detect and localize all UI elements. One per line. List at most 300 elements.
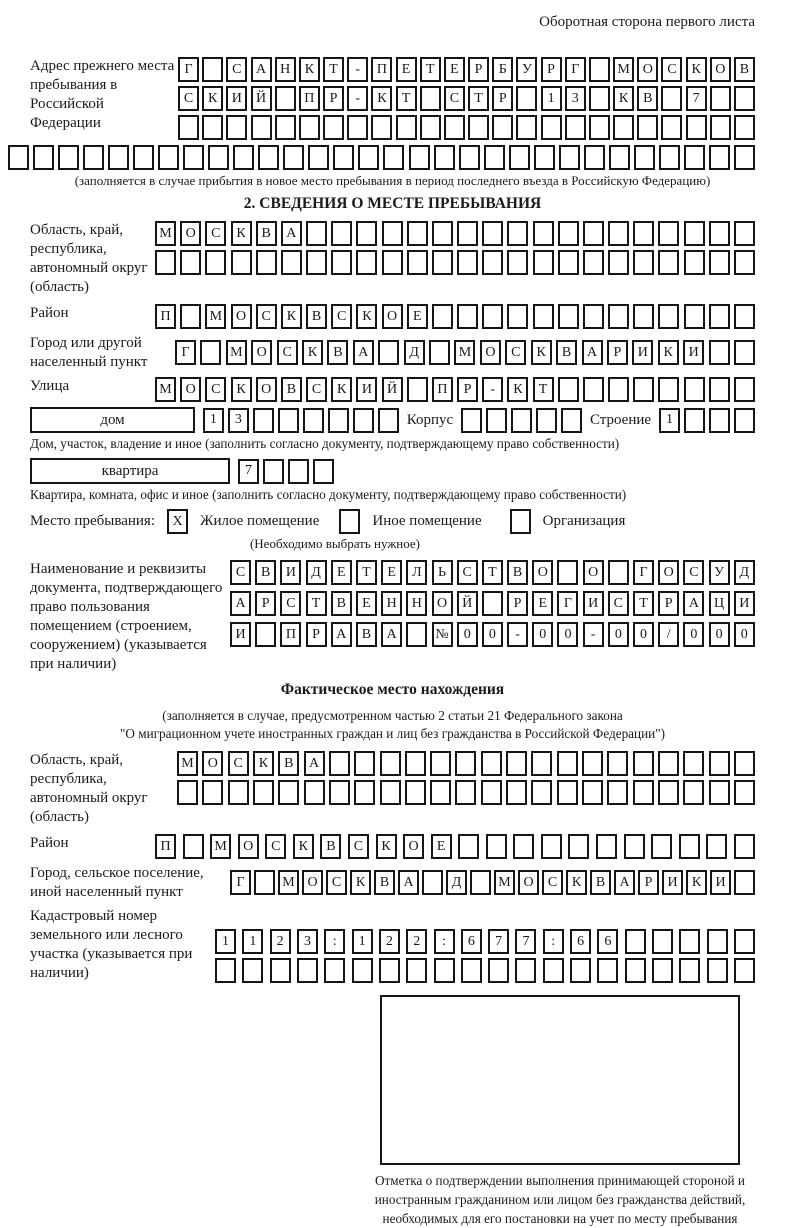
char-box[interactable]: Т <box>633 591 654 616</box>
char-box[interactable] <box>684 377 705 402</box>
char-box[interactable]: - <box>507 622 528 647</box>
char-box[interactable] <box>734 929 755 954</box>
char-box[interactable] <box>455 780 476 805</box>
char-box[interactable]: С <box>444 86 465 111</box>
char-box[interactable]: : <box>434 929 455 954</box>
char-box[interactable] <box>679 929 700 954</box>
char-box[interactable] <box>684 250 705 275</box>
char-box[interactable] <box>380 780 401 805</box>
char-box[interactable] <box>624 834 645 859</box>
char-box[interactable]: К <box>202 86 223 111</box>
char-box[interactable]: 0 <box>683 622 704 647</box>
char-box[interactable] <box>608 304 629 329</box>
char-box[interactable]: И <box>356 377 377 402</box>
char-box[interactable]: Т <box>482 560 503 585</box>
char-box[interactable]: Г <box>633 560 654 585</box>
char-box[interactable] <box>557 780 578 805</box>
char-box[interactable]: Е <box>407 304 428 329</box>
char-box[interactable]: В <box>278 751 299 776</box>
char-box[interactable]: И <box>710 870 731 895</box>
char-box[interactable]: 6 <box>461 929 482 954</box>
dom-type-box[interactable]: дом <box>30 407 195 433</box>
char-box[interactable] <box>353 408 374 433</box>
char-box[interactable] <box>507 221 528 246</box>
char-box[interactable] <box>333 145 354 170</box>
char-box[interactable] <box>652 929 673 954</box>
char-box[interactable]: О <box>202 751 223 776</box>
char-box[interactable]: Т <box>356 560 377 585</box>
char-box[interactable]: Г <box>178 57 199 82</box>
char-box[interactable] <box>533 221 554 246</box>
char-box[interactable]: А <box>683 591 704 616</box>
char-box[interactable] <box>158 145 179 170</box>
char-box[interactable] <box>407 221 428 246</box>
char-box[interactable]: 6 <box>597 929 618 954</box>
char-box[interactable] <box>455 751 476 776</box>
char-box[interactable] <box>228 780 249 805</box>
char-box[interactable] <box>568 834 589 859</box>
char-box[interactable]: П <box>155 304 176 329</box>
char-box[interactable]: С <box>683 560 704 585</box>
char-box[interactable]: А <box>281 221 302 246</box>
char-box[interactable] <box>482 221 503 246</box>
char-box[interactable]: И <box>662 870 683 895</box>
char-box[interactable] <box>565 115 586 140</box>
char-box[interactable]: 2 <box>270 929 291 954</box>
char-box[interactable] <box>710 86 731 111</box>
char-box[interactable]: Р <box>541 57 562 82</box>
char-box[interactable] <box>486 408 507 433</box>
char-box[interactable]: К <box>231 377 252 402</box>
char-box[interactable]: 1 <box>242 929 263 954</box>
char-box[interactable] <box>371 115 392 140</box>
char-box[interactable]: : <box>543 929 564 954</box>
char-box[interactable]: Т <box>468 86 489 111</box>
char-box[interactable] <box>430 751 451 776</box>
char-box[interactable]: К <box>253 751 274 776</box>
char-box[interactable]: К <box>613 86 634 111</box>
char-box[interactable] <box>516 115 537 140</box>
char-box[interactable]: Г <box>557 591 578 616</box>
char-box[interactable] <box>354 780 375 805</box>
char-box[interactable] <box>347 115 368 140</box>
char-box[interactable]: В <box>507 560 528 585</box>
char-box[interactable] <box>283 145 304 170</box>
char-box[interactable] <box>608 377 629 402</box>
char-box[interactable]: С <box>661 57 682 82</box>
char-box[interactable]: 7 <box>488 929 509 954</box>
char-box[interactable] <box>637 115 658 140</box>
char-box[interactable] <box>180 250 201 275</box>
char-box[interactable] <box>468 115 489 140</box>
char-box[interactable] <box>584 145 605 170</box>
char-box[interactable]: У <box>709 560 730 585</box>
char-box[interactable]: И <box>230 622 251 647</box>
char-box[interactable]: А <box>331 622 352 647</box>
char-box[interactable] <box>583 304 604 329</box>
char-box[interactable] <box>558 377 579 402</box>
char-box[interactable]: С <box>542 870 563 895</box>
char-box[interactable] <box>183 834 204 859</box>
char-box[interactable] <box>658 751 679 776</box>
char-box[interactable]: 0 <box>482 622 503 647</box>
char-box[interactable] <box>481 751 502 776</box>
char-box[interactable]: 0 <box>457 622 478 647</box>
char-box[interactable] <box>378 340 399 365</box>
char-box[interactable] <box>275 86 296 111</box>
char-box[interactable] <box>686 115 707 140</box>
char-box[interactable]: Р <box>638 870 659 895</box>
char-box[interactable] <box>488 958 509 983</box>
char-box[interactable] <box>202 115 223 140</box>
char-box[interactable] <box>83 145 104 170</box>
char-box[interactable] <box>707 958 728 983</box>
char-box[interactable] <box>409 145 430 170</box>
char-box[interactable]: С <box>326 870 347 895</box>
char-box[interactable]: С <box>256 304 277 329</box>
char-box[interactable] <box>608 560 629 585</box>
char-box[interactable] <box>734 250 755 275</box>
char-box[interactable]: М <box>205 304 226 329</box>
char-box[interactable] <box>281 250 302 275</box>
char-box[interactable]: В <box>590 870 611 895</box>
char-box[interactable] <box>430 780 451 805</box>
char-box[interactable] <box>356 250 377 275</box>
char-box[interactable]: 1 <box>541 86 562 111</box>
char-box[interactable] <box>709 340 730 365</box>
char-box[interactable]: Б <box>492 57 513 82</box>
char-box[interactable]: Т <box>420 57 441 82</box>
char-box[interactable] <box>589 115 610 140</box>
char-box[interactable] <box>658 250 679 275</box>
char-box[interactable]: Е <box>532 591 553 616</box>
char-box[interactable]: Л <box>406 560 427 585</box>
char-box[interactable] <box>511 408 532 433</box>
char-box[interactable] <box>659 145 680 170</box>
char-box[interactable] <box>242 958 263 983</box>
char-box[interactable] <box>582 780 603 805</box>
char-box[interactable] <box>352 958 373 983</box>
char-box[interactable] <box>734 377 755 402</box>
char-box[interactable]: 2 <box>379 929 400 954</box>
char-box[interactable]: О <box>532 560 553 585</box>
char-box[interactable] <box>406 622 427 647</box>
char-box[interactable] <box>734 408 755 433</box>
char-box[interactable]: П <box>280 622 301 647</box>
char-box[interactable] <box>484 145 505 170</box>
char-box[interactable] <box>679 834 700 859</box>
char-box[interactable]: Е <box>396 57 417 82</box>
char-box[interactable] <box>459 145 480 170</box>
char-box[interactable] <box>684 408 705 433</box>
char-box[interactable]: Р <box>457 377 478 402</box>
char-box[interactable] <box>734 958 755 983</box>
char-box[interactable] <box>658 377 679 402</box>
char-box[interactable] <box>324 958 345 983</box>
char-box[interactable] <box>432 250 453 275</box>
char-box[interactable]: : <box>324 929 345 954</box>
char-box[interactable] <box>658 221 679 246</box>
char-box[interactable] <box>589 57 610 82</box>
char-box[interactable]: 3 <box>228 408 249 433</box>
char-box[interactable] <box>709 408 730 433</box>
char-box[interactable] <box>406 958 427 983</box>
char-box[interactable] <box>509 145 530 170</box>
char-box[interactable]: 7 <box>238 459 259 484</box>
char-box[interactable] <box>597 958 618 983</box>
char-box[interactable] <box>255 622 276 647</box>
char-box[interactable]: К <box>658 340 679 365</box>
residence-checkbox-org[interactable] <box>510 509 531 534</box>
char-box[interactable] <box>558 304 579 329</box>
char-box[interactable]: С <box>348 834 369 859</box>
char-box[interactable] <box>507 250 528 275</box>
char-box[interactable]: С <box>331 304 352 329</box>
char-box[interactable]: 0 <box>734 622 755 647</box>
char-box[interactable]: Й <box>251 86 272 111</box>
char-box[interactable]: К <box>566 870 587 895</box>
char-box[interactable]: О <box>180 377 201 402</box>
char-box[interactable] <box>323 115 344 140</box>
char-box[interactable] <box>133 145 154 170</box>
char-box[interactable]: Д <box>446 870 467 895</box>
char-box[interactable]: С <box>306 377 327 402</box>
char-box[interactable] <box>734 340 755 365</box>
char-box[interactable]: - <box>347 86 368 111</box>
char-box[interactable] <box>541 115 562 140</box>
char-box[interactable] <box>486 834 507 859</box>
char-box[interactable]: В <box>256 221 277 246</box>
char-box[interactable] <box>515 958 536 983</box>
char-box[interactable] <box>734 751 755 776</box>
char-box[interactable]: Т <box>533 377 554 402</box>
char-box[interactable] <box>178 115 199 140</box>
char-box[interactable] <box>531 751 552 776</box>
char-box[interactable]: С <box>265 834 286 859</box>
char-box[interactable]: О <box>658 560 679 585</box>
char-box[interactable]: М <box>226 340 247 365</box>
char-box[interactable]: В <box>637 86 658 111</box>
char-box[interactable] <box>263 459 284 484</box>
char-box[interactable]: Т <box>323 57 344 82</box>
char-box[interactable] <box>683 780 704 805</box>
char-box[interactable] <box>383 145 404 170</box>
char-box[interactable] <box>253 408 274 433</box>
char-box[interactable] <box>306 250 327 275</box>
char-box[interactable]: А <box>230 591 251 616</box>
char-box[interactable] <box>734 86 755 111</box>
char-box[interactable]: А <box>381 622 402 647</box>
char-box[interactable] <box>609 145 630 170</box>
char-box[interactable]: Д <box>404 340 425 365</box>
char-box[interactable]: О <box>231 304 252 329</box>
char-box[interactable]: - <box>347 57 368 82</box>
char-box[interactable] <box>506 751 527 776</box>
char-box[interactable] <box>596 834 617 859</box>
char-box[interactable] <box>278 780 299 805</box>
char-box[interactable]: О <box>480 340 501 365</box>
char-box[interactable] <box>278 408 299 433</box>
char-box[interactable] <box>254 870 275 895</box>
char-box[interactable]: Р <box>255 591 276 616</box>
char-box[interactable] <box>709 221 730 246</box>
char-box[interactable]: С <box>230 560 251 585</box>
char-box[interactable]: К <box>507 377 528 402</box>
char-box[interactable]: 1 <box>352 929 373 954</box>
char-box[interactable] <box>625 958 646 983</box>
char-box[interactable] <box>258 145 279 170</box>
char-box[interactable] <box>734 834 755 859</box>
char-box[interactable]: М <box>278 870 299 895</box>
char-box[interactable] <box>407 250 428 275</box>
char-box[interactable]: М <box>155 377 176 402</box>
char-box[interactable] <box>378 408 399 433</box>
char-box[interactable] <box>482 304 503 329</box>
char-box[interactable]: О <box>583 560 604 585</box>
char-box[interactable] <box>256 250 277 275</box>
char-box[interactable]: 3 <box>297 929 318 954</box>
char-box[interactable] <box>658 780 679 805</box>
char-box[interactable] <box>533 250 554 275</box>
char-box[interactable] <box>215 958 236 983</box>
char-box[interactable]: Й <box>382 377 403 402</box>
char-box[interactable]: Ц <box>709 591 730 616</box>
char-box[interactable]: С <box>228 751 249 776</box>
char-box[interactable] <box>396 115 417 140</box>
char-box[interactable]: 7 <box>515 929 536 954</box>
char-box[interactable] <box>308 145 329 170</box>
char-box[interactable] <box>709 304 730 329</box>
char-box[interactable]: О <box>637 57 658 82</box>
residence-checkbox-zhiloe[interactable]: X <box>167 509 188 534</box>
char-box[interactable]: М <box>613 57 634 82</box>
char-box[interactable] <box>607 751 628 776</box>
char-box[interactable] <box>633 221 654 246</box>
char-box[interactable] <box>253 780 274 805</box>
char-box[interactable] <box>557 751 578 776</box>
char-box[interactable] <box>652 958 673 983</box>
char-box[interactable] <box>208 145 229 170</box>
char-box[interactable]: Е <box>444 57 465 82</box>
char-box[interactable] <box>434 145 455 170</box>
char-box[interactable] <box>382 221 403 246</box>
char-box[interactable] <box>634 145 655 170</box>
char-box[interactable] <box>354 751 375 776</box>
char-box[interactable]: Н <box>275 57 296 82</box>
char-box[interactable] <box>625 929 646 954</box>
char-box[interactable] <box>583 377 604 402</box>
char-box[interactable]: - <box>482 377 503 402</box>
char-box[interactable]: В <box>306 304 327 329</box>
char-box[interactable]: К <box>531 340 552 365</box>
char-box[interactable] <box>534 145 555 170</box>
char-box[interactable]: О <box>238 834 259 859</box>
char-box[interactable]: 3 <box>565 86 586 111</box>
char-box[interactable] <box>457 221 478 246</box>
char-box[interactable] <box>461 408 482 433</box>
char-box[interactable]: С <box>226 57 247 82</box>
char-box[interactable] <box>303 408 324 433</box>
char-box[interactable] <box>481 780 502 805</box>
char-box[interactable] <box>313 459 334 484</box>
char-box[interactable]: П <box>155 834 176 859</box>
char-box[interactable]: № <box>432 622 453 647</box>
char-box[interactable] <box>444 115 465 140</box>
char-box[interactable]: О <box>180 221 201 246</box>
char-box[interactable]: - <box>583 622 604 647</box>
char-box[interactable] <box>608 250 629 275</box>
char-box[interactable]: М <box>454 340 475 365</box>
char-box[interactable]: 0 <box>633 622 654 647</box>
char-box[interactable]: В <box>374 870 395 895</box>
char-box[interactable] <box>380 751 401 776</box>
char-box[interactable] <box>434 958 455 983</box>
char-box[interactable] <box>533 304 554 329</box>
char-box[interactable]: К <box>331 377 352 402</box>
char-box[interactable] <box>570 958 591 983</box>
char-box[interactable] <box>734 145 755 170</box>
char-box[interactable]: Е <box>356 591 377 616</box>
char-box[interactable]: А <box>304 751 325 776</box>
char-box[interactable] <box>709 250 730 275</box>
char-box[interactable] <box>200 340 221 365</box>
char-box[interactable] <box>275 115 296 140</box>
char-box[interactable]: П <box>432 377 453 402</box>
char-box[interactable]: О <box>251 340 272 365</box>
char-box[interactable]: С <box>280 591 301 616</box>
char-box[interactable] <box>33 145 54 170</box>
char-box[interactable] <box>589 86 610 111</box>
char-box[interactable] <box>231 250 252 275</box>
char-box[interactable] <box>684 221 705 246</box>
char-box[interactable] <box>557 560 578 585</box>
char-box[interactable] <box>734 870 755 895</box>
char-box[interactable]: К <box>281 304 302 329</box>
char-box[interactable] <box>457 304 478 329</box>
char-box[interactable]: 6 <box>570 929 591 954</box>
char-box[interactable]: И <box>683 340 704 365</box>
char-box[interactable]: Е <box>431 834 452 859</box>
char-box[interactable] <box>633 304 654 329</box>
char-box[interactable] <box>583 221 604 246</box>
char-box[interactable] <box>613 115 634 140</box>
char-box[interactable] <box>108 145 129 170</box>
char-box[interactable] <box>155 250 176 275</box>
char-box[interactable]: Г <box>230 870 251 895</box>
char-box[interactable] <box>633 250 654 275</box>
char-box[interactable] <box>328 408 349 433</box>
char-box[interactable]: К <box>686 57 707 82</box>
char-box[interactable]: А <box>251 57 272 82</box>
char-box[interactable] <box>684 145 705 170</box>
char-box[interactable]: В <box>255 560 276 585</box>
char-box[interactable]: И <box>226 86 247 111</box>
char-box[interactable]: К <box>293 834 314 859</box>
char-box[interactable]: В <box>331 591 352 616</box>
char-box[interactable] <box>651 834 672 859</box>
char-box[interactable] <box>432 304 453 329</box>
char-box[interactable] <box>658 304 679 329</box>
char-box[interactable]: О <box>518 870 539 895</box>
char-box[interactable] <box>707 929 728 954</box>
char-box[interactable]: С <box>277 340 298 365</box>
char-box[interactable] <box>558 221 579 246</box>
char-box[interactable] <box>559 145 580 170</box>
char-box[interactable] <box>356 221 377 246</box>
char-box[interactable] <box>734 221 755 246</box>
char-box[interactable]: Т <box>306 591 327 616</box>
char-box[interactable]: 1 <box>203 408 224 433</box>
